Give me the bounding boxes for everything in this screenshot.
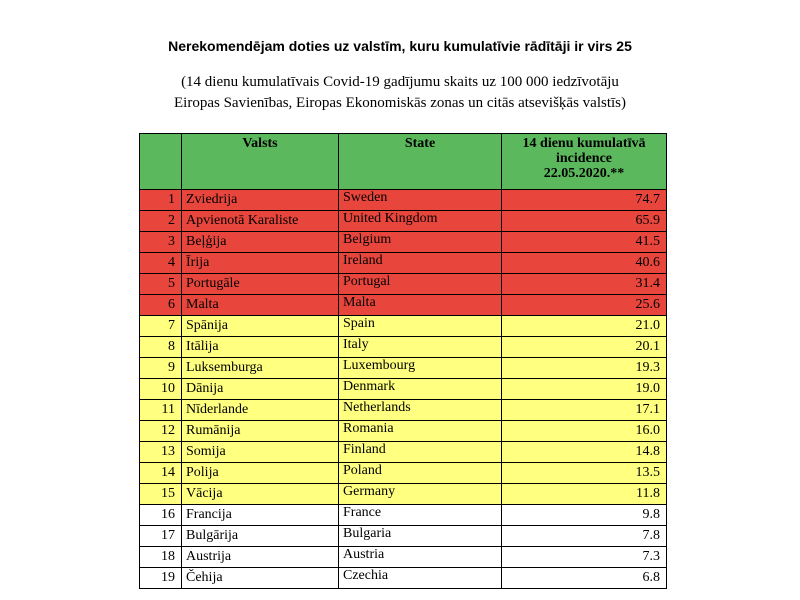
page-title: Nerekomendējam doties uz valstīm, kuru kumulatīvie rādītāji ir virs 25 bbox=[168, 38, 632, 54]
country-name-en: Austria bbox=[339, 547, 502, 568]
country-name-en: Bulgaria bbox=[339, 526, 502, 547]
country-name-en: United Kingdom bbox=[339, 211, 502, 232]
incidence-value: 14.8 bbox=[502, 442, 667, 463]
incidence-value: 13.5 bbox=[502, 463, 667, 484]
country-name-lv: Zviedrija bbox=[182, 190, 339, 211]
subtitle-line-2: Eiropas Savienības, Eiropas Ekonomiskās zonas un citās atsevišķās valstīs) bbox=[174, 95, 626, 111]
page-subtitle bbox=[0, 72, 800, 114]
table-row bbox=[140, 484, 667, 505]
country-name-en: Spain bbox=[339, 316, 502, 337]
header-incidence-line-1: 14 dienu kumulatīvā bbox=[522, 136, 646, 151]
row-number: 17 bbox=[140, 526, 182, 547]
table-row bbox=[140, 274, 667, 295]
subtitle-line-1: (14 dienu kumulatīvais Covid-19 gadījumu skaits uz 100 000 iedzīvotāju bbox=[181, 74, 619, 90]
row-number: 12 bbox=[140, 421, 182, 442]
incidence-value: 17.1 bbox=[502, 400, 667, 421]
table-row bbox=[140, 547, 667, 568]
row-number: 13 bbox=[140, 442, 182, 463]
table-row bbox=[140, 400, 667, 421]
row-number: 10 bbox=[140, 379, 182, 400]
country-name-lv: Austrija bbox=[182, 547, 339, 568]
incidence-value: 6.8 bbox=[502, 568, 667, 589]
incidence-value: 31.4 bbox=[502, 274, 667, 295]
table-body bbox=[140, 190, 667, 589]
country-name-en: Ireland bbox=[339, 253, 502, 274]
incidence-value: 19.3 bbox=[502, 358, 667, 379]
country-name-en: Portugal bbox=[339, 274, 502, 295]
incidence-value: 40.6 bbox=[502, 253, 667, 274]
country-name-lv: Luksemburga bbox=[182, 358, 339, 379]
table-row bbox=[140, 526, 667, 547]
country-name-en: Belgium bbox=[339, 232, 502, 253]
row-number: 19 bbox=[140, 568, 182, 589]
country-name-lv: Čehija bbox=[182, 568, 339, 589]
country-name-lv: Apvienotā Karaliste bbox=[182, 211, 339, 232]
country-name-lv: Dānija bbox=[182, 379, 339, 400]
row-number: 9 bbox=[140, 358, 182, 379]
row-number: 18 bbox=[140, 547, 182, 568]
country-name-lv: Portugāle bbox=[182, 274, 339, 295]
country-name-lv: Nīderlande bbox=[182, 400, 339, 421]
table-row bbox=[140, 421, 667, 442]
country-name-lv: Francija bbox=[182, 505, 339, 526]
row-number: 5 bbox=[140, 274, 182, 295]
country-name-en: Germany bbox=[339, 484, 502, 505]
row-number: 16 bbox=[140, 505, 182, 526]
incidence-table bbox=[139, 133, 667, 589]
country-name-lv: Itālija bbox=[182, 337, 339, 358]
header-country-en: State bbox=[339, 134, 502, 190]
table-row bbox=[140, 505, 667, 526]
table-header-row bbox=[140, 134, 667, 190]
header-index bbox=[140, 134, 182, 190]
table-row bbox=[140, 568, 667, 589]
incidence-value: 41.5 bbox=[502, 232, 667, 253]
country-name-en: Luxembourg bbox=[339, 358, 502, 379]
row-number: 1 bbox=[140, 190, 182, 211]
incidence-value: 9.8 bbox=[502, 505, 667, 526]
country-name-lv: Polija bbox=[182, 463, 339, 484]
country-name-en: Czechia bbox=[339, 568, 502, 589]
incidence-value: 19.0 bbox=[502, 379, 667, 400]
incidence-value: 16.0 bbox=[502, 421, 667, 442]
table-row bbox=[140, 190, 667, 211]
country-name-lv: Somija bbox=[182, 442, 339, 463]
table-row bbox=[140, 442, 667, 463]
table-row bbox=[140, 358, 667, 379]
incidence-value: 7.8 bbox=[502, 526, 667, 547]
header-country-lv: Valsts bbox=[182, 134, 339, 190]
country-name-en: Italy bbox=[339, 337, 502, 358]
row-number: 7 bbox=[140, 316, 182, 337]
country-name-lv: Bulgārija bbox=[182, 526, 339, 547]
row-number: 15 bbox=[140, 484, 182, 505]
incidence-value: 74.7 bbox=[502, 190, 667, 211]
table-row bbox=[140, 337, 667, 358]
row-number: 11 bbox=[140, 400, 182, 421]
row-number: 3 bbox=[140, 232, 182, 253]
country-name-lv: Beļģija bbox=[182, 232, 339, 253]
country-name-en: Denmark bbox=[339, 379, 502, 400]
country-name-lv: Spānija bbox=[182, 316, 339, 337]
table-row bbox=[140, 232, 667, 253]
country-name-en: Sweden bbox=[339, 190, 502, 211]
table-row bbox=[140, 463, 667, 484]
table-row bbox=[140, 316, 667, 337]
table-row bbox=[140, 295, 667, 316]
table-row bbox=[140, 253, 667, 274]
incidence-value: 65.9 bbox=[502, 211, 667, 232]
row-number: 6 bbox=[140, 295, 182, 316]
country-name-en: France bbox=[339, 505, 502, 526]
country-name-lv: Rumānija bbox=[182, 421, 339, 442]
country-name-en: Malta bbox=[339, 295, 502, 316]
incidence-value: 21.0 bbox=[502, 316, 667, 337]
incidence-value: 25.6 bbox=[502, 295, 667, 316]
country-name-en: Finland bbox=[339, 442, 502, 463]
incidence-value: 11.8 bbox=[502, 484, 667, 505]
country-name-lv: Vācija bbox=[182, 484, 339, 505]
header-incidence bbox=[502, 134, 667, 190]
country-name-en: Romania bbox=[339, 421, 502, 442]
table-row bbox=[140, 211, 667, 232]
table-row bbox=[140, 379, 667, 400]
country-name-lv: Īrija bbox=[182, 253, 339, 274]
header-incidence-line-2: incidence bbox=[556, 151, 612, 166]
header-incidence-line-3: 22.05.2020.** bbox=[543, 166, 625, 181]
country-name-lv: Malta bbox=[182, 295, 339, 316]
row-number: 2 bbox=[140, 211, 182, 232]
incidence-value: 20.1 bbox=[502, 337, 667, 358]
row-number: 14 bbox=[140, 463, 182, 484]
country-name-en: Poland bbox=[339, 463, 502, 484]
country-name-en: Netherlands bbox=[339, 400, 502, 421]
incidence-value: 7.3 bbox=[502, 547, 667, 568]
row-number: 8 bbox=[140, 337, 182, 358]
row-number: 4 bbox=[140, 253, 182, 274]
